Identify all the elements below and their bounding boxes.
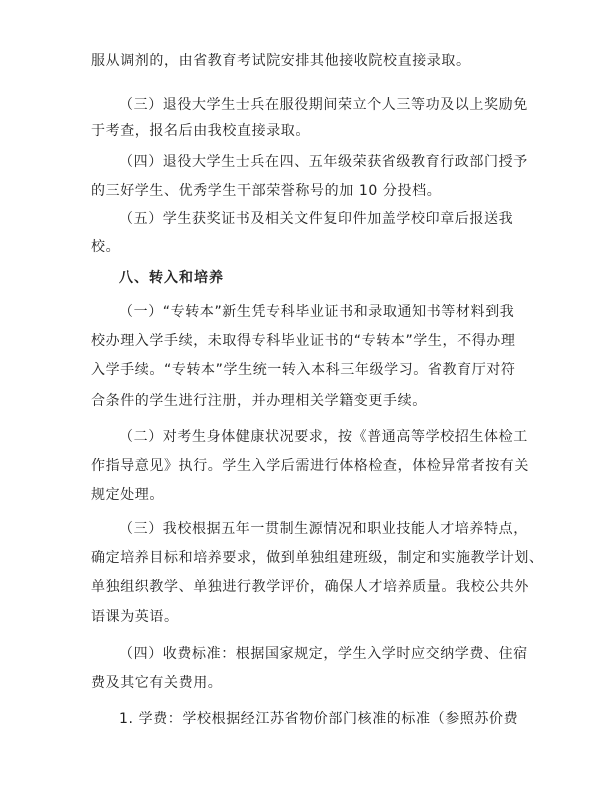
text-line-9: （一）“专转本”新生凭专科毕业证书和录取通知书等材料到我 xyxy=(119,304,515,320)
text-line-3: 于考查，报名后由我校直接录取。 xyxy=(91,123,310,139)
text-line-13: （二）对考生身体健康状况要求，按《普通高等学校招生体检工 xyxy=(119,429,528,445)
section-heading: 八、转入和培养 xyxy=(119,270,224,286)
text-line-17: 确定培养目标和培养要求，做到单独组建班级，制定和实施教学计划、 xyxy=(91,550,544,566)
text-line-15: 规定处理。 xyxy=(91,487,164,503)
text-line-19: 语课为英语。 xyxy=(91,609,179,625)
text-line-6: （五）学生获奖证书及相关文件复印件加盖学校印章后报送我 xyxy=(119,211,514,227)
text-line-11: 入学手续。“专转本”学生统一转入本科三年级学习。省教育厅对符 xyxy=(91,362,516,378)
text-line-16: （三）我校根据五年一贯制生源情况和职业技能人才培养特点， xyxy=(119,521,528,537)
text-line-22: 1. 学费：学校根据经江苏省物价部门核准的标准（参照苏价费 xyxy=(119,711,519,727)
text-line-10: 校办理入学手续，未取得专科毕业证书的“专转本”学生，不得办理 xyxy=(91,333,516,349)
text-line-7: 校。 xyxy=(91,239,121,255)
text-line-12: 合条件的学生进行注册，并办理相关学籍变更手续。 xyxy=(91,393,427,409)
text-line-20: （四）收费标准：根据国家规定，学生入学时应交纳学费、住宿 xyxy=(119,646,528,662)
text-line-4: （四）退役大学生士兵在四、五年级荣获省级教育行政部门授予 xyxy=(119,154,528,170)
text-line-5: 的三好学生、优秀学生干部荣誉称号的加 10 分投档。 xyxy=(91,183,442,199)
text-line-18: 单独组织教学、单独进行教学评价，确保人才培养质量。我校公共外 xyxy=(91,579,529,595)
text-line-21: 费及其它有关费用。 xyxy=(91,675,223,691)
text-line-1: 服从调剂的，由省教育考试院安排其他接收院校直接录取。 xyxy=(91,53,471,69)
text-line-14: 作指导意见》执行。学生入学后需进行体格检查，体检异常者按有关 xyxy=(91,458,529,474)
text-line-2: （三）退役大学生士兵在服役期间荣立个人三等功及以上奖励免 xyxy=(119,97,528,113)
